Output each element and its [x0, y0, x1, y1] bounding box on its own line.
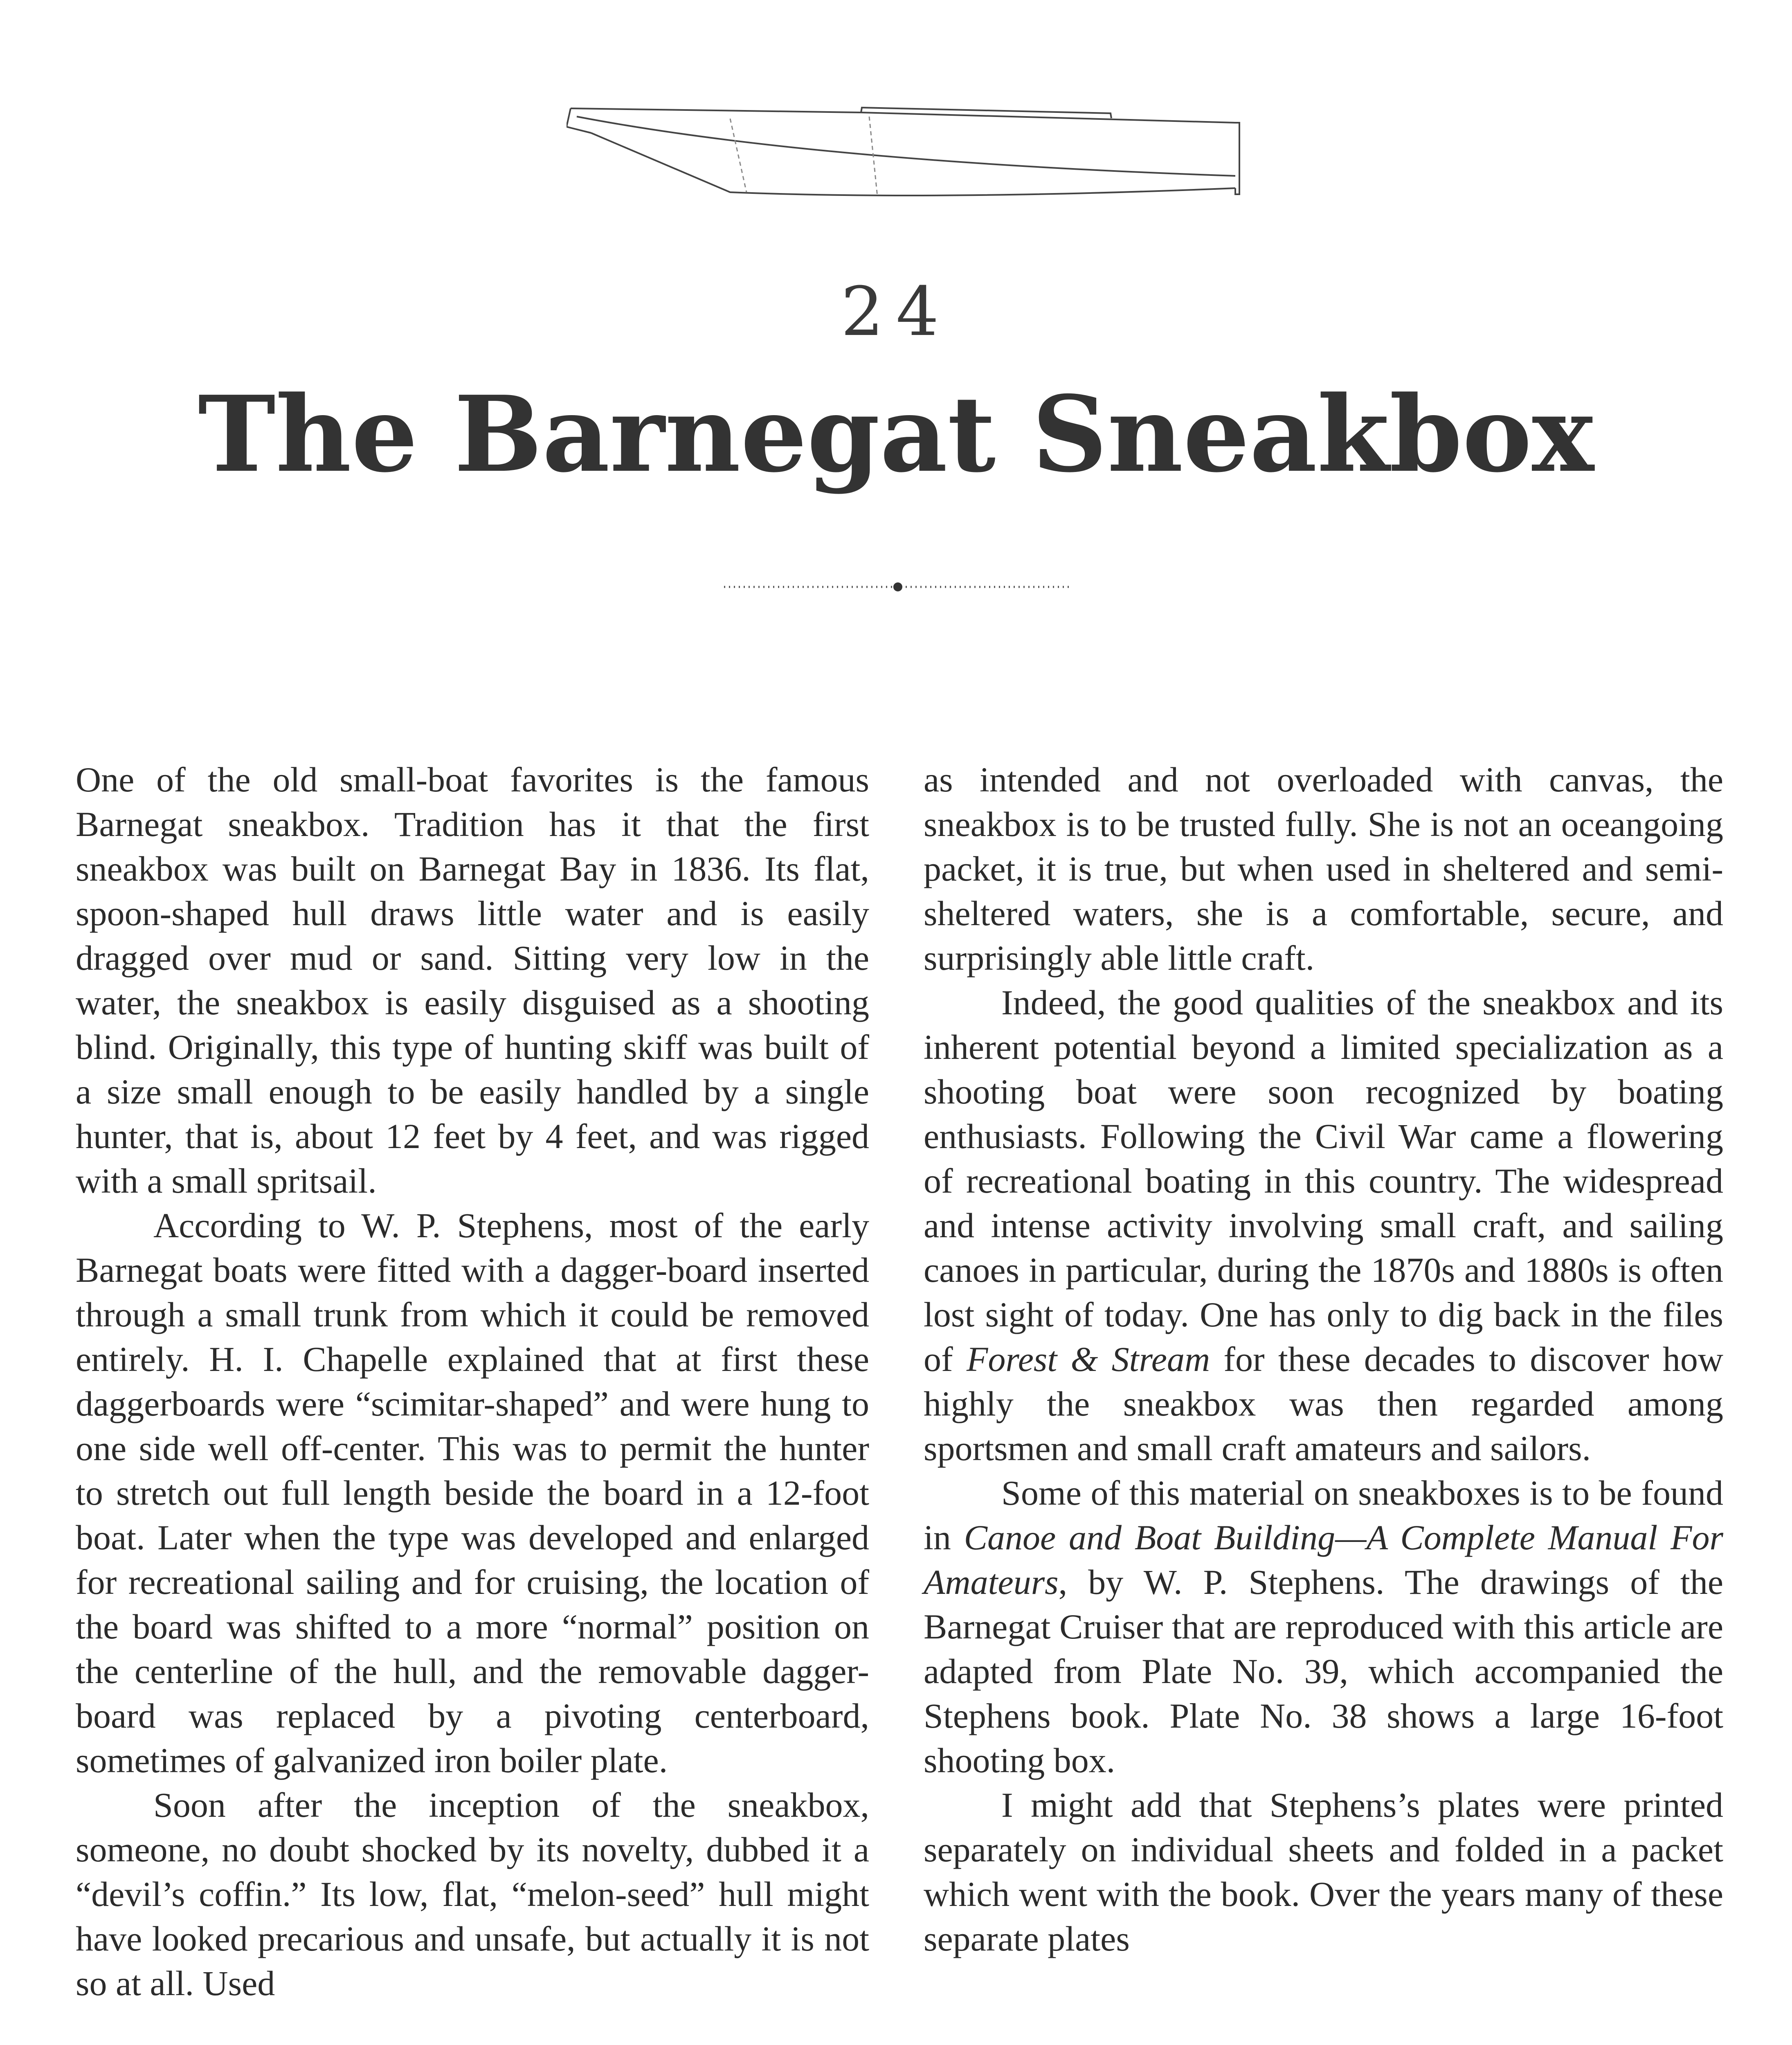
book-title: Canoe and Boat Building—A Complete Manual For Amateurs — [924, 1518, 1723, 1602]
paragraph: as intended and not overloaded with canvas, the sneakbox is to be trusted fully. She is not an oceangoing packet, it is true, but when used in sheltered and semi-sheltered waters, she is a comfortable, secure, and surprisingly able little craft. — [924, 760, 1723, 978]
paragraph: I might add that Stephens’s plates were printed separately on individual sheets and folded in a packet which went with the book. Over the years many of these separate plates — [924, 1785, 1723, 1958]
chapter-number: 24 — [841, 272, 951, 351]
text-column-left — [76, 757, 869, 2006]
paragraph-text: , by W. P. Stephens. The drawings of the Barnegat Cruiser that are reproduced with this article are adapted from Plate No. 39, which accompanied the Stephens book. Plate No. 38 shows a large 16-foot shooting box. — [924, 1562, 1723, 1780]
paragraph-text: Some of this material on sneakboxes is to be found in — [924, 1473, 1723, 1557]
paragraph-text: Indeed, the good qualities of the sneakbox and its inherent potential beyond a limited specialization as a shooting boat were soon recognized by boating enthusiasts. Following the Civil War came a flowering of recreational boating in this country. The widespread and intense activity involving small craft, and sailing canoes in particular, during the 1870s and 1880s is often lost sight of today. One has only to dig back in the files of — [924, 983, 1723, 1379]
sneakbox-hull-profile-drawing-icon — [567, 104, 1243, 207]
paragraph: One of the old small-boat favorites is the famous Barnegat sneakbox. Tradition has it that the first sneakbox was built on Barnegat Bay in 1836. Its flat, spoon-shaped hull draws little water and is easily dragged over mud or sand. Sitting very low in the water, the sneakbox is easily disguised as a shooting blind. Originally, this type of hunting skiff was built of a size small enough to be easily handled by a single hunter, that is, about 12 feet by 4 feet, and was rigged with a small spritsail. — [76, 760, 869, 1200]
journal-title: Forest & Stream — [966, 1339, 1210, 1379]
paragraph — [924, 1471, 1723, 1783]
chapter-title: The Barnegat Sneakbox — [198, 373, 1594, 496]
text-column-right — [924, 757, 1723, 1961]
paragraph: Soon after the inception of the sneakbox, someone, no doubt shocked by its novelty, dubbed it a “devil’s coffin.” Its low, flat, “melon-seed” hull might have looked precarious and unsafe, but actually it is not so at all. Used — [76, 1785, 869, 2003]
paragraph: According to W. P. Stephens, most of the early Barnegat boats were fitted with a dagger-board inserted through a small trunk from which it could be removed entirely. H. I. Chapelle explained that at first these daggerboards were “scimitar-shaped” and were hung to one side well off-center. This was to permit the hunter to stretch out full length beside the board in a 12-foot boat. Later when the type was developed and enlarged for recreational sailing and for cruising, the location of the board was shifted to a more “normal” position on the centerline of the hull, and the removable dagger-board was replaced by a pivoting centerboard, sometimes of galvanized iron boiler plate. — [76, 1206, 869, 1780]
paragraph — [924, 980, 1723, 1471]
paragraph-text: for these decades to discover how highly the sneakbox was then regarded among sportsmen and small craft amateurs and sailors. — [924, 1339, 1723, 1468]
dotted-rule-with-center-dot-icon — [724, 579, 1072, 595]
